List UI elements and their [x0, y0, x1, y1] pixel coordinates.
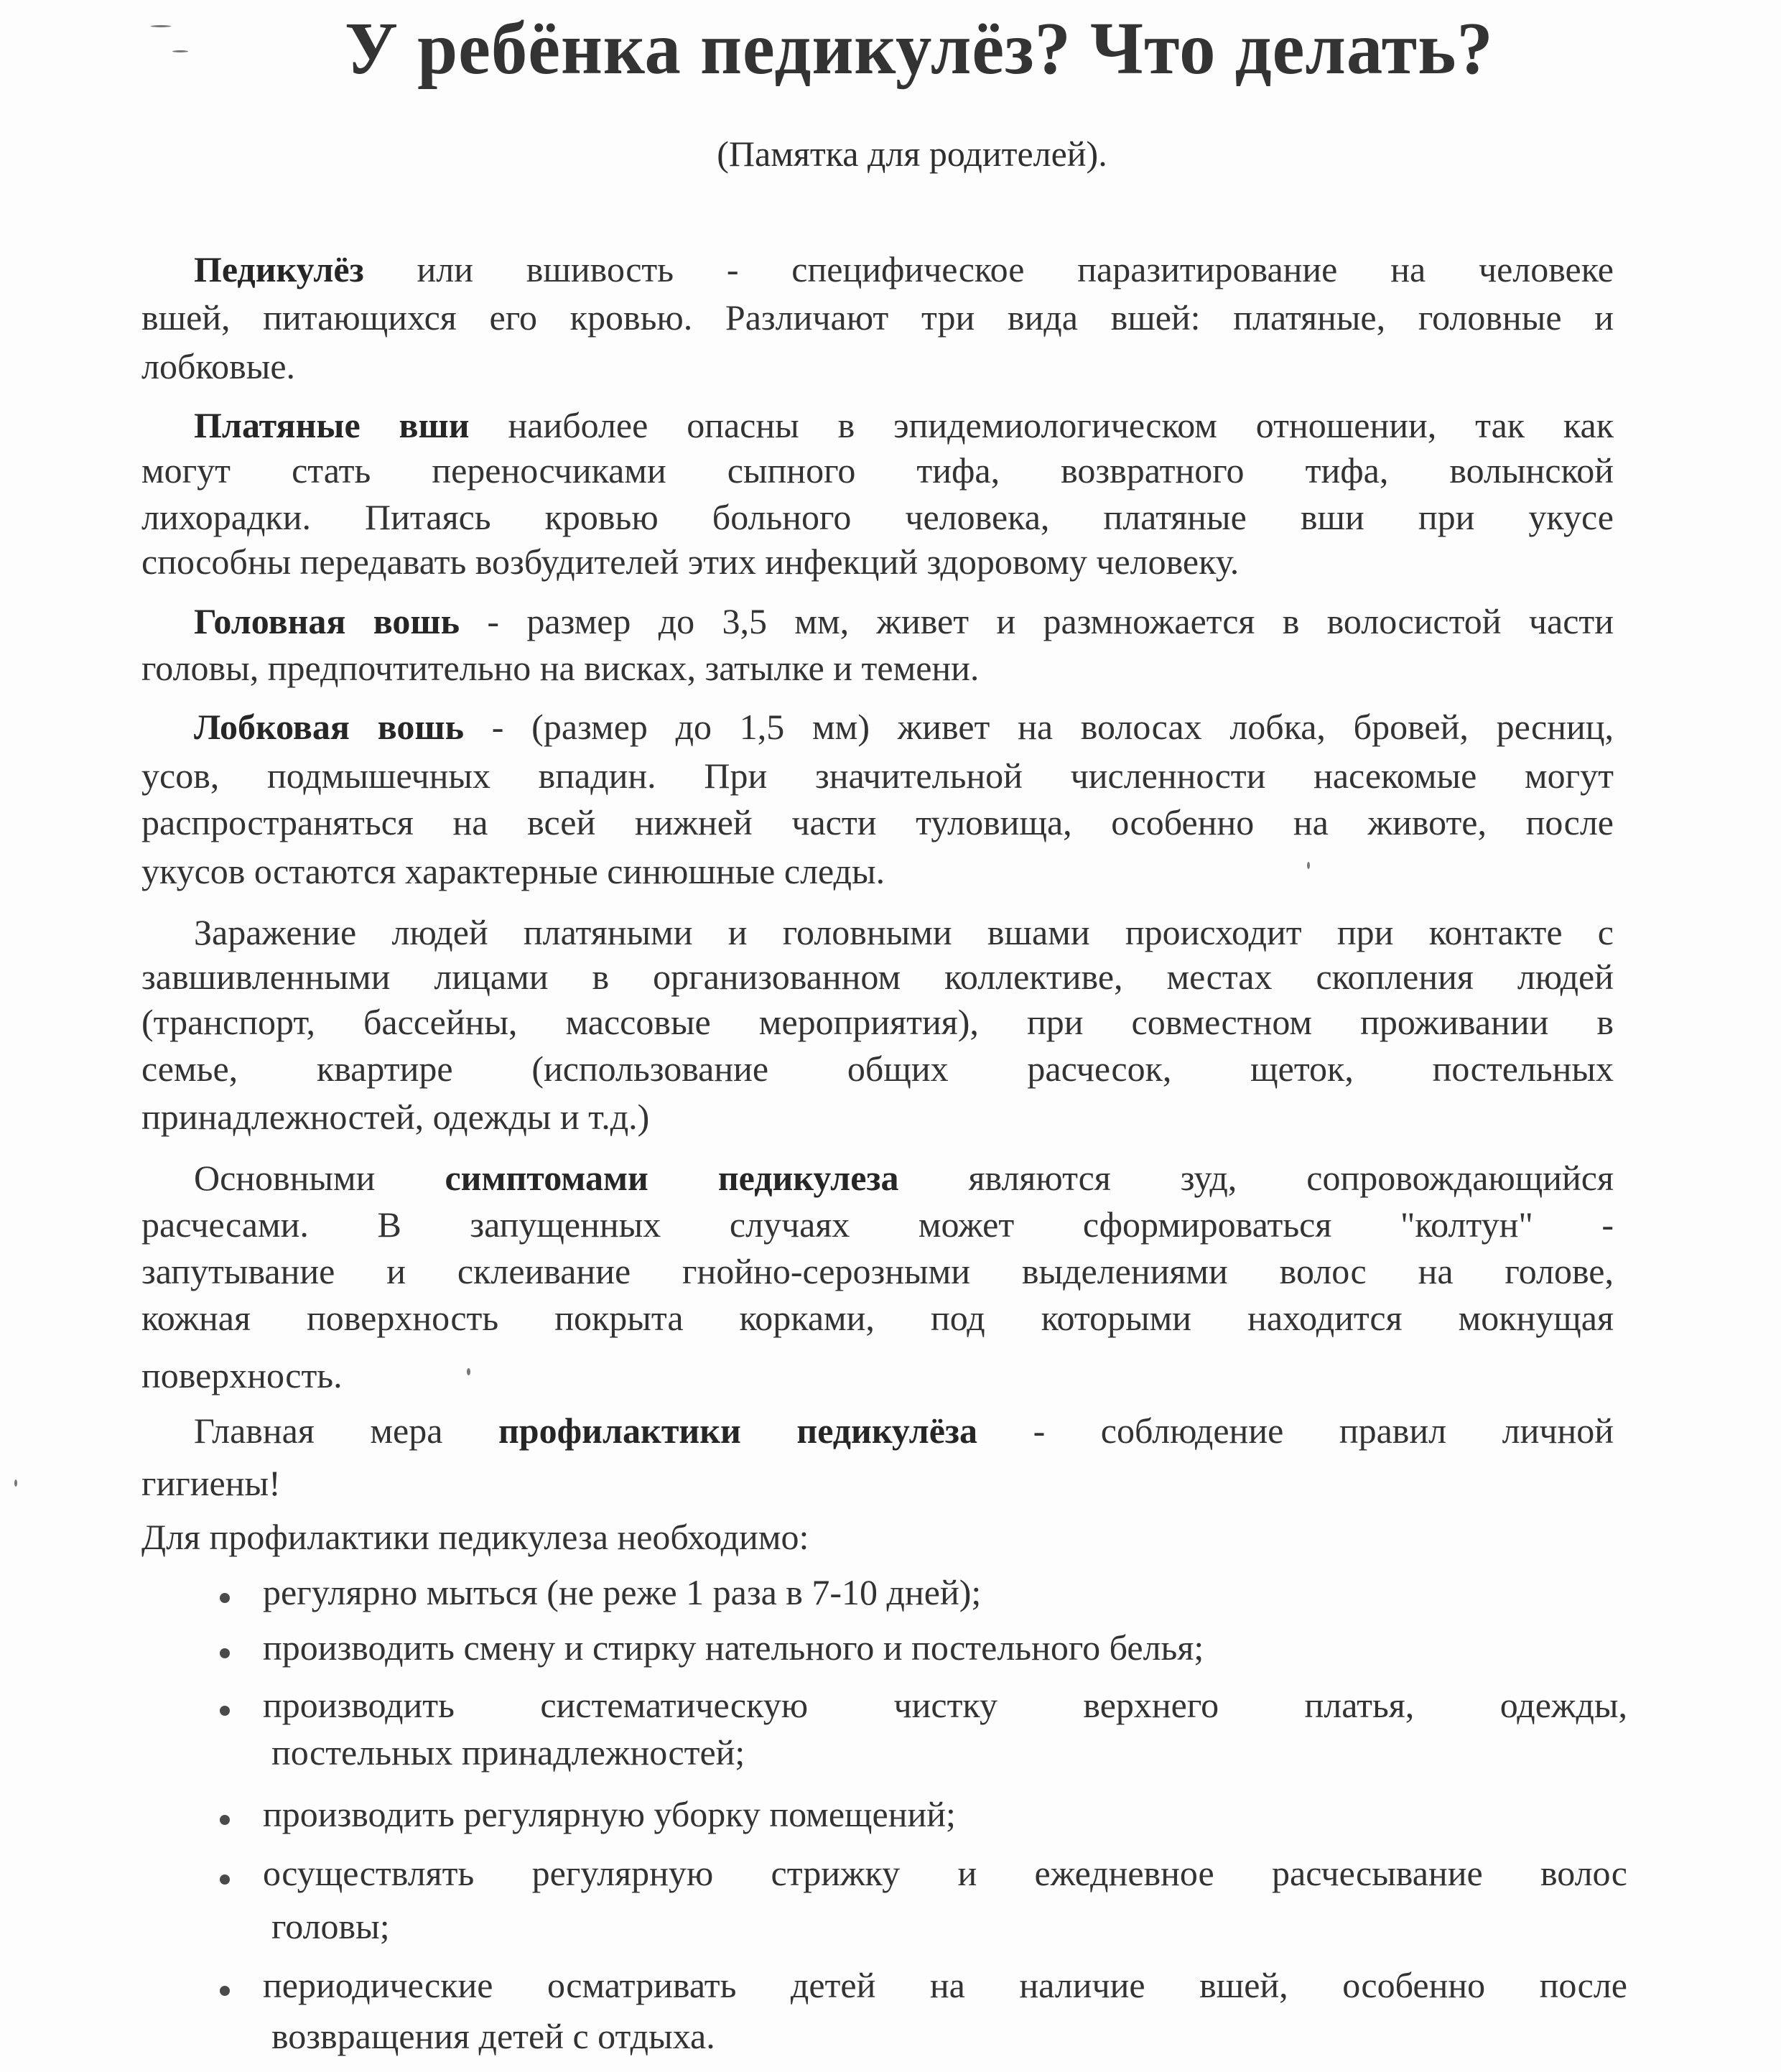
paragraph-2-line-1	[194, 404, 1614, 447]
paragraph-4-line-3: распространяться на всей нижней части туловища, особенно на животе, после	[141, 802, 1614, 842]
paragraph-1-line-2: вшей, питающихся его кровью. Различают три вида вшей: платяные, головные и	[141, 297, 1614, 338]
bullet-icon	[220, 1874, 230, 1885]
scan-artifact	[1307, 862, 1310, 869]
document-title: У ребёнка педикулёз? Что делать?	[345, 7, 1494, 90]
scan-artifact	[151, 25, 171, 27]
term-body-lice: Платяные вши	[194, 405, 470, 445]
list-item-text: производить систематическую чистку верхнего платья, одежды,	[263, 1685, 1627, 1725]
list-item-text: периодические осматривать детей на наличие вшей, особенно после	[263, 1965, 1627, 2005]
paragraph-4-line-1	[194, 705, 1614, 748]
list-item-text: производить регулярную уборку помещений;	[263, 1794, 956, 1834]
list-item-text: осуществлять регулярную стрижку и ежедневное расчесывание волос	[263, 1853, 1627, 1893]
list-item-text: производить смену и стирку нательного и постельного белья;	[263, 1627, 1204, 1668]
term-prophylaxis: профилактики педикулёза	[498, 1411, 978, 1451]
scan-artifact	[467, 1368, 470, 1375]
list-item-text: регулярно мыться (не реже 1 раза в 7-10 дней);	[263, 1572, 982, 1612]
paragraph-2-line-3: лихорадки. Питаясь кровью больного человека, платяные вши при укусе	[141, 497, 1614, 537]
paragraph-6-line-4: кожная поверхность покрыта корками, под которыми находится мокнущая	[141, 1298, 1614, 1338]
paragraph-4-line-4: укусов остаются характерные синюшные следы.	[141, 851, 885, 891]
paragraph-5-line-1: Заражение людей платяными и головными вшами происходит при контакте с	[194, 912, 1614, 952]
term-pediculosis: Педикулёз	[194, 249, 364, 289]
paragraph-6-line-3: запутывание и склеивание гнойно-серозными выделениями волос на голове,	[141, 1251, 1614, 1291]
paragraph-5-line-3: (транспорт, бассейны, массовые мероприятия), при совместном проживании в	[141, 1002, 1614, 1042]
paragraph-1-line-1	[194, 248, 1614, 291]
paragraph-6-line-2: расчесами. В запущенных случаях может сформироваться "колтун" -	[141, 1204, 1614, 1245]
term-head-louse: Головная вошь	[194, 601, 460, 641]
text: - (размер до 1,5 мм) живет на волосах лобка, бровей, ресниц,	[491, 707, 1614, 747]
list-item-text-continued: возвращения детей с отдыха.	[271, 2016, 715, 2056]
list-item-text-continued: головы;	[271, 1906, 390, 1946]
list-intro: Для профилактики педикулеза необходимо:	[141, 1517, 809, 1557]
text: или вшивость - специфическое паразитирование на человеке	[417, 249, 1614, 289]
list-item-text-continued: постельных принадлежностей;	[271, 1732, 745, 1773]
text: - размер до 3,5 мм, живет и размножается в волосистой части	[487, 601, 1614, 641]
paragraph-5-line-2: завшивленными лицами в организованном коллективе, местах скопления людей	[141, 957, 1614, 997]
text: наиболее опасны в эпидемиологическом отношении, так как	[508, 405, 1614, 445]
bullet-icon	[220, 1593, 230, 1603]
scan-artifact	[14, 1479, 17, 1487]
paragraph-5-line-5: принадлежностей, одежды и т.д.)	[141, 1097, 650, 1137]
paragraph-2-line-4: способны передавать возбудителей этих инфекций здоровому человеку.	[141, 542, 1240, 582]
paragraph-2-line-2: могут стать переносчиками сыпного тифа, возвратного тифа, волынской	[141, 450, 1614, 491]
paragraph-1-line-3: лобковые.	[141, 346, 296, 386]
paragraph-3-line-2: головы, предпочтительно на висках, затылке и темени.	[141, 648, 980, 688]
paragraph-6-line-1	[194, 1156, 1614, 1199]
text: Основными	[194, 1158, 376, 1198]
bullet-icon	[220, 1986, 230, 1996]
paragraph-5-line-4: семье, квартире (использование общих расчесок, щеток, постельных	[141, 1049, 1614, 1089]
scan-artifact	[172, 50, 188, 52]
bullet-icon	[220, 1706, 230, 1716]
document-subtitle: (Памятка для родителей).	[717, 134, 1107, 174]
paragraph-7-line-1	[194, 1409, 1614, 1452]
text: Главная мера	[194, 1411, 443, 1451]
term-symptoms: симптомами педикулеза	[445, 1158, 899, 1198]
paragraph-7-line-2: гигиены!	[141, 1463, 281, 1503]
text: являются зуд, сопровождающийся	[968, 1158, 1614, 1198]
bullet-icon	[220, 1815, 230, 1825]
paragraph-6-line-5: поверхность.	[141, 1355, 343, 1395]
paragraph-3-line-1	[194, 600, 1614, 643]
paragraph-4-line-2: усов, подмышечных впадин. При значительной численности насекомые могут	[141, 756, 1614, 796]
term-pubic-louse: Лобковая вошь	[194, 707, 465, 747]
bullet-icon	[220, 1648, 230, 1658]
text: - соблюдение правил личной	[1033, 1411, 1614, 1451]
